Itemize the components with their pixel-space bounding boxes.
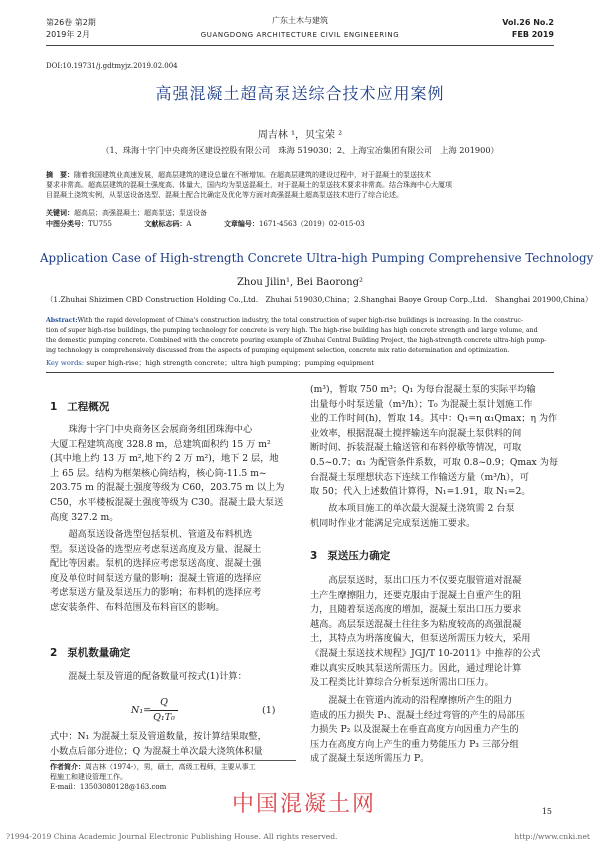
text-line: 小数点后部分进位；Q 为混凝土单次最大浇筑体积量 — [50, 745, 263, 757]
keywords-cn-text: 超高层；高强混凝土；超高泵送；泵送设备 — [74, 209, 207, 217]
volume-en: Vol.26 No.2 — [502, 18, 554, 27]
text-line: 虑安装条件、布料范围及布料盲区的影响。 — [50, 601, 225, 613]
text-line: 《混凝土泵送技术规程》JGJ/T 10-2011》中推荐的公式 — [310, 647, 541, 659]
text-line: 混凝土在管道内流动的沿程摩擦所产生的阻力 — [328, 695, 513, 706]
formula-denominator: Q₁T₀ — [153, 712, 175, 723]
title-en: Application Case of High-strength Concrete Ultra-high Pumping Comprehensive Technology — [40, 251, 594, 265]
text-line: 上 65 层。结构为框架核心筒结构，核心筒-11.5 m~ — [50, 467, 267, 479]
abstract-en-label: Abstract: — [46, 317, 78, 324]
text-line: 业的工作时间(h)，暂取 14。其中：Q₁=η α₁Qmax；η 为作 — [310, 413, 558, 425]
text-line: 越高。高层泵送混凝土往往多为粘度较高的高强混凝 — [310, 618, 522, 630]
formula-intro: 混凝土泵及管道的配备数量可按式(1)计算： — [68, 671, 247, 682]
fraction-bar — [150, 710, 178, 711]
section-1-heading — [50, 395, 109, 414]
abstract-en-line: the domestic pumping concrete. Combined with the concrete pouring example of Zhuhai Central Building Project, the high-strength concrete ultra-high pump- — [46, 337, 547, 344]
keywords-cn-label: 关键词： — [46, 209, 74, 217]
text-line: (其中地上约 13 万 m²,地下约 2 万 m²)，地下 2 层，地 — [50, 453, 279, 465]
keywords-en-label: Key words: — [46, 359, 85, 367]
paragraph-variables — [310, 383, 559, 500]
footnote-author-text: 程施工和建设管理工作。 — [50, 773, 127, 781]
authors-en: Zhou Jilin¹, Bei Baorong² — [236, 277, 364, 288]
section-title: 工程概况 — [67, 401, 110, 413]
section-title: 泵送压力确定 — [327, 550, 391, 562]
text-line: (m³)，暂取 750 m³；Q₁ 为每台混凝土泵的实际平均输 — [310, 384, 536, 395]
text-line: 高度 327.2 m。 — [50, 511, 119, 523]
watermark-logo: 中国混凝土网 — [232, 792, 377, 817]
doc-code-label: 文献标志码： — [144, 220, 187, 228]
date-en: FEB 2019 — [511, 30, 554, 39]
text-line: 取 50；代入上述数值计算得，N₁=1.91，取 N₁=2。 — [310, 486, 531, 498]
article-number-value: 1671-4563（2019）02-015-03 — [258, 220, 365, 228]
keywords-en — [46, 357, 374, 367]
abstract-cn-label: 摘 要： — [46, 171, 74, 179]
abstract-cn-line: 要求非常高。超高层建筑的混凝土强度高、体量大，国内均为泵送混凝土，对于混凝土的泵送技术要求非常高。结合珠海中心大厦项 — [46, 181, 452, 189]
text-line: 业效率，根据混凝土搅拌输送车向混凝土泵供料的间 — [310, 427, 522, 439]
keywords-cn — [46, 208, 207, 218]
text-line: 考虑泵送方量及泵送压力的影响；布料机的选择应考 — [50, 587, 262, 599]
clc-label: 中图分类号： — [46, 220, 88, 228]
text-line: 式中：N₁ 为混凝土泵及管道数量，按计算结果取整， — [50, 731, 267, 742]
affiliation-en: （1.Zhuhai Shizimen CBD Construction Holding Co.,Ltd. Zhuhai 519030,China；2.Shanghai Baoye Group Corp.,Ltd. Shanghai 201900,China） — [46, 295, 593, 304]
affiliation-cn: （1、珠海十字门中央商务区建设控股有限公司 珠海 519030；2、上海宝冶集团有限公司 上海 201900） — [101, 145, 499, 155]
abstract-en — [46, 316, 558, 356]
section-2-heading — [50, 641, 130, 660]
text-line: 故本项目施工的单次最大混凝土浇筑需 2 台泵 — [328, 503, 515, 514]
text-line: 度及单位时间泵送方量的影响；混凝土管道的选择应 — [50, 572, 262, 584]
doi: DOI:10.19731/j.gdtmyjz.2019.02.004 — [46, 62, 178, 70]
clc-value: TU755 — [88, 220, 112, 228]
text-line: 难以真实反映其泵送所需压力。因此，通过理论计算 — [310, 662, 522, 674]
journal-title-en: GUANGDONG ARCHITECTURE CIVIL ENGINEERING — [200, 31, 400, 39]
text-line: C50，水平楼板混凝土强度等级为 C30。混凝土最大泵送 — [50, 496, 284, 508]
text-line: 大厦工程建筑高度 328.8 m，总建筑面积约 15 万 m² — [50, 438, 271, 450]
formula-number: (1) — [262, 705, 276, 716]
footnote-author-label: 作者简介： — [50, 763, 85, 771]
text-line: 0.5~0.7；α₁ 为配管条件系数，可取 0.8~0.9；Qmax 为每 — [310, 456, 559, 468]
section-number: 3 — [310, 550, 318, 562]
section-number: 1 — [50, 401, 58, 413]
keywords-en-text: super high-rise；high strength concrete；ultra high pumping；pumping equipment — [86, 359, 375, 367]
copyright-footer: ?1994-2019 China Academic Journal Electronic Publishing House. All rights reserved. — [6, 832, 338, 841]
formula-lhs: N₁= — [131, 705, 152, 716]
section-number: 2 — [50, 647, 58, 659]
text-line: 203.75 m 的混凝土强度等级为 C60，203.75 m 以上为 — [50, 482, 285, 494]
doc-code-value: A — [186, 220, 192, 228]
footnote-email: E-mail：13503080128@163.com — [50, 783, 167, 791]
section-title: 泵机数量确定 — [67, 647, 131, 659]
footer-link[interactable]: http://www.cnki.net — [514, 832, 590, 841]
text-line: 成了混凝土泵送所需压力 P。 — [310, 753, 430, 765]
text-line: 配比等因素。泵机的选择应考虑泵送高度、混凝土强 — [50, 558, 262, 570]
formula-numerator: Q — [160, 697, 168, 708]
paragraph-conclusion — [310, 502, 556, 531]
header-rule — [46, 45, 554, 46]
authors-cn: 周吉林 ¹，贝宝荣 ² — [257, 130, 343, 141]
text-line: 土，其特点为坍落度偏大，但泵送所需压力较大，采用 — [310, 633, 531, 645]
title-cn: 高强混凝土超高泵送综合技术应用案例 — [155, 84, 445, 103]
paragraph-pressure — [310, 574, 556, 691]
abstract-en-line: With the rapid development of China's construction industry, the total construction of super high-rise buildings is increasing. In the construc- — [77, 317, 523, 324]
issue-cn-line2: 2019年 2月 — [46, 30, 90, 39]
abstract-en-line: tion of super high-rise buildings, the pumping technology for concrete is very high. The high-rise building has high concrete strength and large volume, and — [46, 327, 538, 334]
paragraph-pressure-components — [310, 694, 556, 767]
text-line: 型。泵送设备的选型应考虑泵送高度及方量、混凝土 — [50, 543, 262, 555]
text-line: 土产生摩擦阻力，还要克服由于混凝土自重产生的阻 — [310, 589, 522, 601]
journal-title-cn: 广东土木与建筑 — [272, 16, 328, 25]
footnote-rule — [50, 760, 296, 761]
text-line: 台混凝土泵理想状态下连续工作输送方量（m³/h），可 — [310, 471, 529, 483]
abstract-cn — [46, 170, 556, 200]
footnote-author-text: 周吉林（1974-），男，硕士，高级工程师，主要从事工 — [85, 763, 256, 771]
issue-cn-line1: 第26卷 第2期 — [46, 18, 96, 27]
abstract-en-line: ing technology is comprehensively discussed from the aspects of pumping equipment selection, concrete mix ratio determination and optimization. — [46, 347, 510, 354]
article-number-label: 文章编号： — [223, 220, 259, 228]
paragraph-formula-explain — [50, 730, 296, 759]
text-line: 力损失 P₂ 以及混凝土在垂直高度方向因重力产生的 — [310, 724, 519, 736]
text-line: 造成的压力损失 P₁、混凝土经过弯管的产生的局部压 — [310, 709, 525, 721]
abstract-cn-line: 随着我国建筑业高速发展，超高层建筑的建设总量在不断增加。在超高层建筑的建设过程中，对于混凝土的泵送技术 — [74, 171, 431, 179]
text-line: 机同时作业才能满足完成泵送施工要求。 — [310, 517, 476, 529]
classification-meta-cn — [46, 219, 365, 229]
page-number: 15 — [541, 807, 552, 816]
text-line: 珠海十字门中央商务区会展商务组团珠海中心 — [68, 424, 253, 435]
abstract-rule — [46, 372, 554, 373]
section-3-heading — [310, 544, 390, 563]
text-line: 压力在高度方向上产生的重力势能压力 P₃ 三部分组 — [310, 738, 519, 750]
text-line: 力，且随着泵送高度的增加，混凝土泵出口压力要求 — [310, 604, 522, 616]
text-line: 及工程类比计算综合分析泵送所需出口压力。 — [310, 677, 494, 689]
text-line: 出量每小时泵送量（m³/h）；T₀ 为混凝土泵计划施工作 — [310, 398, 533, 410]
text-line: 高层泵送时，泵出口压力不仅要克服管道对混凝 — [328, 575, 522, 586]
paragraph-overview — [50, 423, 296, 525]
paragraph-equipment — [50, 528, 296, 616]
text-line: 超高泵送设备选型包括泵机、管道及布料机选 — [68, 529, 253, 540]
abstract-cn-line: 目混凝土浇筑实例，从泵送设备选型、混凝土配合比确定及优化等方面对高强混凝土超高泵送技术进行了综合论述。 — [46, 191, 403, 199]
text-line: 断时间、拆装混凝土输送管和布料停歇等情况，可取 — [310, 442, 522, 454]
